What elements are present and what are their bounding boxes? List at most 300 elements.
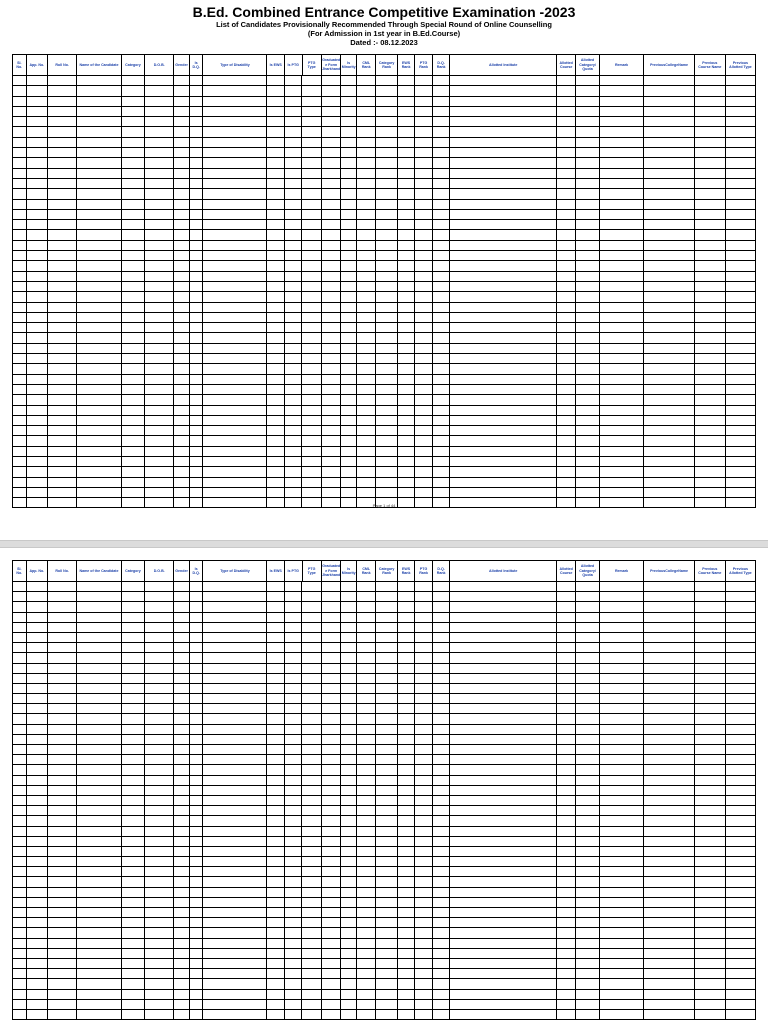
table-cell [600,847,645,856]
table-cell [341,816,357,825]
table-cell [600,385,645,394]
table-cell [557,364,576,373]
table-cell [322,908,341,917]
table-cell [190,436,204,445]
table-cell [174,364,190,373]
table-cell [726,303,755,312]
table-cell [13,251,27,260]
table-cell [415,837,433,846]
table-cell [122,385,145,394]
table-cell [122,959,145,968]
table-cell [203,138,267,147]
table-cell [376,200,397,209]
table-cell [341,385,357,394]
table-cell [341,664,357,673]
table-cell [322,745,341,754]
table-cell [450,939,557,948]
table-cell [644,898,694,907]
table-cell [726,582,755,591]
table-cell [174,406,190,415]
table-cell [190,888,204,897]
table-cell [267,613,285,622]
table-cell [203,76,267,85]
table-cell [174,613,190,622]
table-cell [557,478,576,487]
table-cell [576,786,599,795]
table-cell [302,488,321,497]
column-header: Type of Disability [203,55,267,75]
table-cell [285,436,303,445]
table-cell [145,230,174,239]
table-cell [302,664,321,673]
table-cell [27,364,48,373]
table-cell [398,633,416,642]
table-cell [48,447,77,456]
table-row [12,406,756,416]
table-cell [433,959,451,968]
table-cell [322,806,341,815]
table-cell [174,837,190,846]
table-cell [695,857,726,866]
table-cell [398,117,416,126]
table-cell [415,613,433,622]
table-cell [302,385,321,394]
table-cell [190,918,204,927]
table-cell [557,241,576,250]
column-header: Is EWS [267,561,285,581]
table-cell [322,148,341,157]
table-row [12,426,756,436]
table-cell [398,979,416,988]
table-cell [285,939,303,948]
column-header: App. No. [27,561,48,581]
table-cell [122,364,145,373]
table-cell [557,643,576,652]
table-cell [557,949,576,958]
table-cell [576,582,599,591]
table-cell [576,725,599,734]
table-cell [376,877,397,886]
table-cell [576,918,599,927]
table-cell [376,282,397,291]
table-row [12,447,756,457]
table-cell [576,261,599,270]
table-cell [77,292,122,301]
table-cell [267,354,285,363]
table-cell [726,939,755,948]
table-cell [341,395,357,404]
table-cell [557,908,576,917]
table-cell [174,776,190,785]
table-cell [357,200,376,209]
table-cell [376,251,397,260]
table-cell [77,623,122,632]
table-cell [557,959,576,968]
table-cell [576,1000,599,1009]
table-cell [398,745,416,754]
table-cell [557,272,576,281]
table-cell [557,684,576,693]
table-cell [376,949,397,958]
table-cell [357,816,376,825]
table-cell [122,230,145,239]
table-row [12,979,756,989]
table-cell [77,837,122,846]
table-cell [450,467,557,476]
table-cell [48,292,77,301]
table-cell [122,478,145,487]
table-cell [48,261,77,270]
table-cell [644,179,694,188]
table-cell [190,959,204,968]
table-cell [726,86,755,95]
table-cell [576,107,599,116]
table-cell [77,684,122,693]
table-cell [415,827,433,836]
table-cell [48,344,77,353]
table-cell [77,261,122,270]
table-cell [13,220,27,229]
table-cell [77,959,122,968]
table-cell [302,375,321,384]
table-cell [48,969,77,978]
table-cell [357,979,376,988]
table-cell [357,86,376,95]
table-cell [600,990,645,999]
table-cell [433,806,451,815]
table-cell [322,888,341,897]
table-cell [576,447,599,456]
table-cell [398,488,416,497]
table-cell [302,395,321,404]
table-cell [203,949,267,958]
table-cell [203,714,267,723]
table-cell [576,908,599,917]
table-cell [433,949,451,958]
table-cell [600,857,645,866]
table-cell [644,488,694,497]
table-cell [433,158,451,167]
table-cell [726,333,755,342]
table-cell [174,395,190,404]
table-cell [122,375,145,384]
table-cell [322,179,341,188]
table-cell [415,261,433,270]
table-row [12,908,756,918]
table-row [12,684,756,694]
table-cell [357,1000,376,1009]
table-cell [376,735,397,744]
table-cell [415,303,433,312]
table-cell [450,241,557,250]
column-header: PreviousCollegeName [644,561,694,581]
table-cell [450,623,557,632]
table-cell [433,406,451,415]
table-cell [145,837,174,846]
table-cell [398,786,416,795]
table-row [12,385,756,395]
table-cell [302,107,321,116]
table-cell [122,979,145,988]
table-cell [285,877,303,886]
table-cell [600,755,645,764]
table-cell [726,806,755,815]
table-row [12,959,756,969]
table-cell [726,837,755,846]
table-cell [433,613,451,622]
table-row [12,796,756,806]
table-cell [576,323,599,332]
table-cell [415,776,433,785]
table-cell [415,272,433,281]
table-cell [174,385,190,394]
table-cell [450,447,557,456]
table-cell [557,323,576,332]
table-cell [557,633,576,642]
table-cell [145,592,174,601]
table-cell [450,1010,557,1019]
table-cell [203,406,267,415]
table-cell [77,602,122,611]
table-cell [145,200,174,209]
table-cell [322,664,341,673]
table-cell [415,282,433,291]
table-cell [267,148,285,157]
table-cell [48,602,77,611]
table-cell [644,127,694,136]
table-cell [726,436,755,445]
table-cell [190,837,204,846]
table-cell [433,200,451,209]
table-cell [145,447,174,456]
table-cell [122,169,145,178]
table-cell [48,138,77,147]
table-cell [267,918,285,927]
table-cell [726,602,755,611]
table-cell [644,765,694,774]
table-cell [398,292,416,301]
table-cell [302,847,321,856]
table-cell [267,457,285,466]
table-cell [302,169,321,178]
table-cell [48,908,77,917]
table-cell [190,395,204,404]
table-cell [285,97,303,106]
table-cell [13,127,27,136]
table-cell [644,416,694,425]
table-cell [695,664,726,673]
table-cell [576,704,599,713]
table-cell [48,582,77,591]
table-cell [27,241,48,250]
table-cell [122,457,145,466]
table-cell [302,210,321,219]
table-cell [398,375,416,384]
table-cell [77,385,122,394]
table-cell [13,210,27,219]
table-cell [322,918,341,927]
table-cell [600,467,645,476]
table-cell [77,704,122,713]
table-cell [576,230,599,239]
table-cell [600,230,645,239]
table-cell [376,796,397,805]
table-cell [415,969,433,978]
table-cell [322,939,341,948]
table-cell [415,426,433,435]
table-cell [695,179,726,188]
table-cell [267,179,285,188]
table-cell [27,220,48,229]
table-cell [557,816,576,825]
table-cell [203,467,267,476]
table-cell [600,684,645,693]
table-cell [341,643,357,652]
table-cell [644,354,694,363]
table-cell [122,261,145,270]
table-cell [695,928,726,937]
table-cell [13,478,27,487]
table-cell [341,436,357,445]
table-cell [27,806,48,815]
table-cell [398,467,416,476]
table-cell [341,939,357,948]
table-cell [174,189,190,198]
column-header: Allotted Institute [450,55,557,75]
table-cell [77,613,122,622]
table-cell [450,406,557,415]
table-cell [695,613,726,622]
table-cell [13,76,27,85]
table-cell [48,364,77,373]
table-cell [145,704,174,713]
column-header: App. No. [27,55,48,75]
table-row [12,478,756,488]
table-cell [285,745,303,754]
table-cell [557,282,576,291]
table-cell [27,478,48,487]
table-cell [398,333,416,342]
table-cell [376,827,397,836]
table-cell [341,684,357,693]
table-cell [557,979,576,988]
table-cell [398,251,416,260]
table-cell [576,97,599,106]
table-cell [415,354,433,363]
table-cell [77,643,122,652]
table-cell [415,664,433,673]
table-cell [341,623,357,632]
table-cell [122,918,145,927]
table-cell [726,684,755,693]
table-cell [174,745,190,754]
table-cell [122,816,145,825]
table-cell [726,169,755,178]
table-cell [726,272,755,281]
table-cell [450,272,557,281]
table-cell [285,714,303,723]
table-cell [190,786,204,795]
table-cell [267,426,285,435]
table-cell [357,127,376,136]
table-cell [77,416,122,425]
table-cell [376,918,397,927]
table-cell [557,97,576,106]
table-cell [576,694,599,703]
table-cell [576,272,599,281]
table-cell [267,582,285,591]
table-cell [433,447,451,456]
table-cell [644,457,694,466]
table-cell [644,107,694,116]
table-cell [302,344,321,353]
table-cell [726,735,755,744]
table-cell [341,127,357,136]
table-cell [695,969,726,978]
table-cell [644,918,694,927]
table-cell [174,755,190,764]
table-cell [48,664,77,673]
table-cell [77,776,122,785]
table-cell [267,364,285,373]
table-cell [726,323,755,332]
table-cell [145,117,174,126]
table-cell [557,107,576,116]
table-row [12,786,756,796]
table-cell [644,169,694,178]
table-cell [302,643,321,652]
table-cell [27,251,48,260]
table-cell [450,148,557,157]
table-cell [267,282,285,291]
table-cell [190,230,204,239]
table-cell [122,714,145,723]
table-cell [122,467,145,476]
table-cell [302,592,321,601]
table-cell [376,375,397,384]
table-cell [267,959,285,968]
table-cell [695,867,726,876]
table-cell [433,765,451,774]
table-cell [357,939,376,948]
column-header: Previous Allotted Type [729,60,752,69]
table-cell [433,857,451,866]
table-cell [433,251,451,260]
table-cell [726,776,755,785]
table-cell [13,169,27,178]
table-cell [145,457,174,466]
table-cell [267,375,285,384]
table-cell [341,592,357,601]
table-cell [48,488,77,497]
table-cell [48,765,77,774]
table-cell [13,979,27,988]
table-cell [415,292,433,301]
table-cell [77,426,122,435]
table-cell [27,613,48,622]
table-cell [341,602,357,611]
table-cell [267,684,285,693]
table-cell [145,272,174,281]
table-cell [145,714,174,723]
table-cell [376,344,397,353]
table-cell [48,385,77,394]
table-cell [600,623,645,632]
table-row [12,694,756,704]
table-cell [174,918,190,927]
table-cell [341,765,357,774]
table-cell [576,969,599,978]
